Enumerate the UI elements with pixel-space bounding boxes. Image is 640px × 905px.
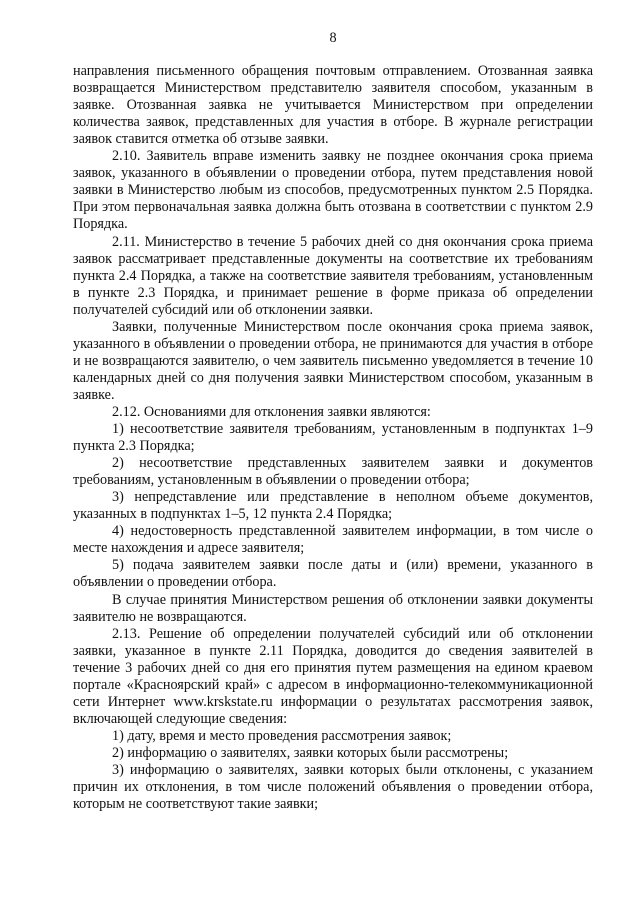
paragraph-documents-not-returned: В случае принятия Министерством решения об отклонении заявки документы заявителю не возвращаются.: [73, 591, 593, 625]
list-item-rejection-5: 5) подача заявителем заявки после даты и (или) времени, указанного в объявлении о проведении отбора.: [73, 557, 593, 591]
list-item-info-3: 3) информацию о заявителях, заявки которых были отклонены, с указанием причин их отклонения, в том числе положений объявления о проведении отбора, которым не соответствуют такие заявки;: [73, 761, 593, 813]
list-item-rejection-3: 3) непредставление или представление в неполном объеме документов, указанных в подпунктах 1–5, 12 пункта 2.4 Порядка;: [73, 489, 593, 523]
paragraph-continuation: направления письменного обращения почтовым отправлением. Отозванная заявка возвращается Министерством представителю заявителя способом, указанным в заявке. Отозванная заявка не учитывается Министерством при определении количества заявок, представленных для участия в отборе. В журнале регистрации заявок ставится отметка об отзыве заявки.: [73, 63, 593, 148]
paragraph-2-13: 2.13. Решение об определении получателей субсидий или об отклонении заявки, указанное в пункте 2.11 Порядка, доводится до сведения заявителей в течение 3 рабочих дней со дня его принятия путем размещения на едином краевом портале «Красноярский край» с адресом в информационно-телекоммуникационной сети Интернет www.krskstate.ru информации о результатах рассмотрения заявок, включающей следующие сведения:: [73, 625, 593, 727]
paragraph-late-applications: Заявки, полученные Министерством после окончания срока приема заявок, указанного в объявлении о проведении отбора, не принимаются для участия в отборе и не возвращаются заявителю, о чем заявитель письменно уведомляется в течение 10 календарных дней со дня получения заявки Министерством способом, указанным в заявке.: [73, 318, 593, 403]
list-item-rejection-4: 4) недостоверность представленной заявителем информации, в том числе о месте нахождения и адресе заявителя;: [73, 523, 593, 557]
document-body: [73, 63, 593, 813]
list-item-info-1: 1) дату, время и место проведения рассмотрения заявок;: [112, 727, 452, 744]
list-item-info-2: 2) информацию о заявителях, заявки которых были рассмотрены;: [112, 744, 509, 761]
paragraph-2-10: 2.10. Заявитель вправе изменить заявку не позднее окончания срока приема заявок, указанного в объявлении о проведении отбора, путем представления новой заявки в Министерство любым из способов, предусмотренных пунктом 2.5 Порядка. При этом первоначальная заявка должна быть отозвана в соответствии с пунктом 2.9 Порядка.: [73, 148, 593, 233]
page-number: 8: [329, 30, 337, 46]
list-item-rejection-2: 2) несоответствие представленных заявителем заявки и документов требованиям, установленным в объявлении о проведении отбора;: [73, 455, 593, 489]
document-page: [73, 30, 593, 813]
list-item-rejection-1: 1) несоответствие заявителя требованиям, установленным в подпунктах 1–9 пункта 2.3 Порядка;: [73, 421, 593, 455]
paragraph-2-11: 2.11. Министерство в течение 5 рабочих дней со дня окончания срока приема заявок рассматривает представленные документы на соответствие их требованиям пункта 2.4 Порядка, а также на соответствие заявителя требованиям, установленным в пункте 2.3 Порядка, и принимает решение в форме приказа об определении получателей субсидий или об отклонении заявки.: [73, 233, 593, 318]
paragraph-2-12: 2.12. Основаниями для отклонения заявки являются:: [112, 403, 431, 420]
